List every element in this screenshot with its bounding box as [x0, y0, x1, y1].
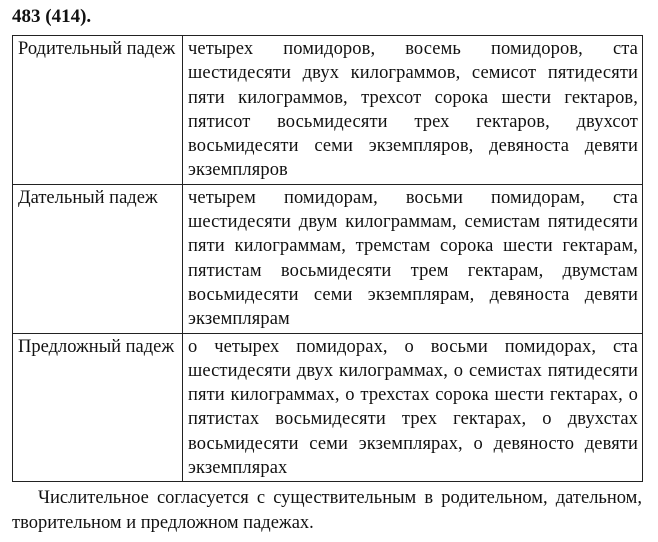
conclusion-paragraph: Числительное согласуется с существительным в родительном, дательном, творительном и предложном падежах.	[12, 488, 642, 533]
table-row	[13, 36, 643, 185]
table-row	[13, 333, 643, 482]
case-name-cell	[13, 333, 183, 482]
case-text: четырех помидоров, восемь помидоров, ста шестидесяти двух килограммов, семисот пятидесяти пяти килограммов, трехсот сорока шести гектаров, пятисот восьмидесяти трех гектаров, двухсот восьмидесяти семи экземпляров, девяноста девяти экземпляров	[188, 39, 638, 181]
case-name: Родительный падеж	[18, 39, 176, 59]
exercise-title: 483 (414).	[12, 6, 92, 27]
case-text-cell	[183, 184, 643, 333]
case-name: Предложный падеж	[18, 336, 175, 357]
table-row	[13, 184, 643, 333]
cases-table	[12, 35, 643, 482]
case-text-cell	[183, 36, 643, 185]
case-text: четырем помидорам, восьми помидорам, ста шестидесяти двум килограммам, семистам пятидесяти пяти килограммам, тремстам сорока шести гектарам, пятистам восьмидесяти трем гектарам, двумстам восьмидесяти семи экземплярам, девяноста девяти экземплярам	[188, 187, 638, 330]
case-text-cell	[183, 333, 643, 482]
case-name-cell	[13, 36, 183, 185]
case-name-cell	[13, 184, 183, 333]
case-text: о четырех помидорах, о восьми помидорах, ста шестидесяти двух килограммах, о семистах пятидесяти пяти килограммах, о трехстах сорока шести гектарах, о пятистах восьмидесяти трех гектарах, о двухстах восьмидесяти семи экземплярах, о девяносто девяти экземплярах	[188, 336, 638, 479]
case-name: Дательный падеж	[18, 187, 158, 208]
